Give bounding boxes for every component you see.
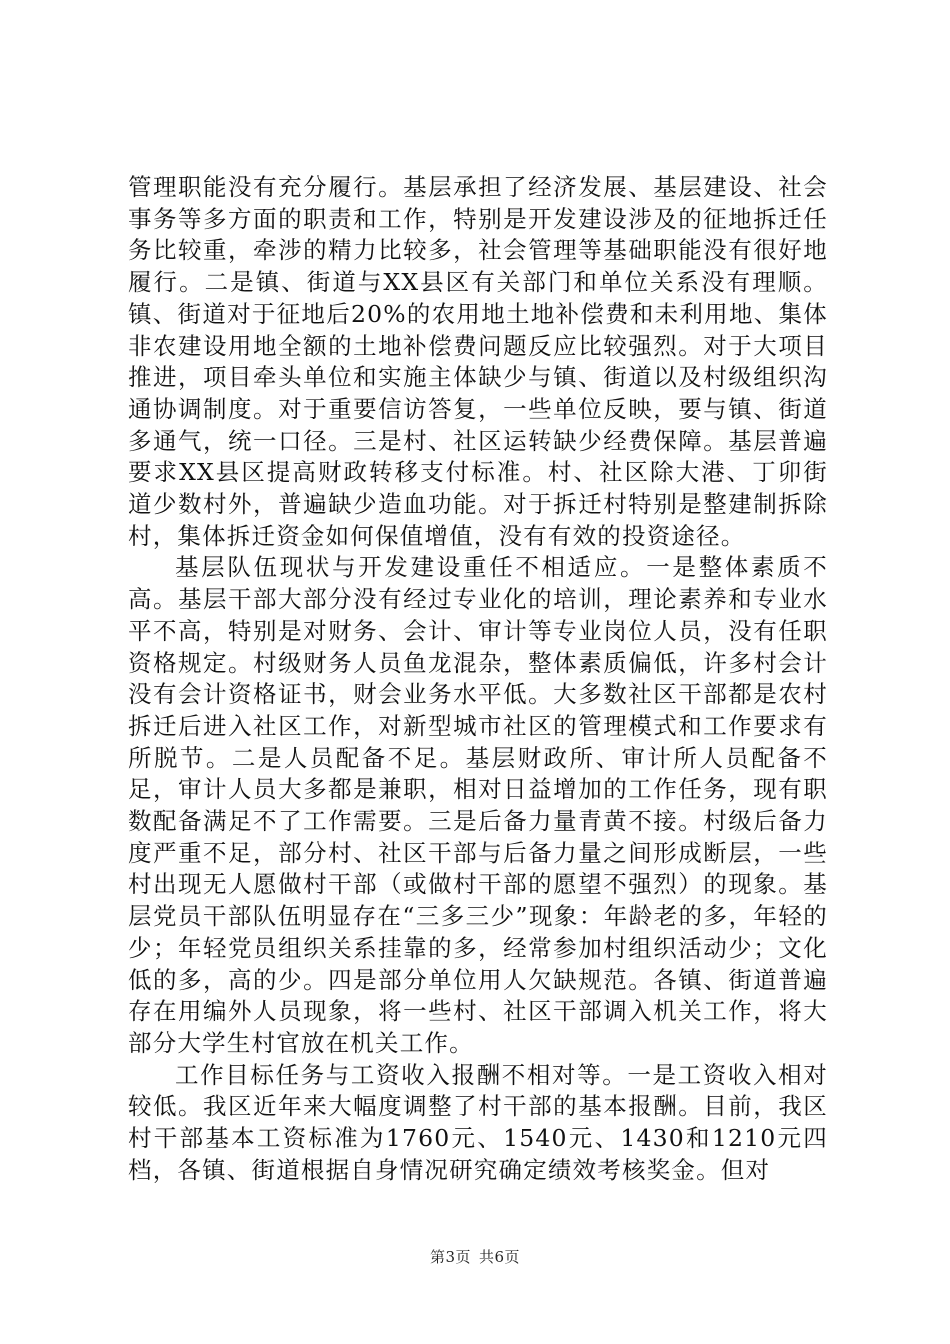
paragraph-3: 工作目标任务与工资收入报酬不相对等。一是工资收入相对较低。我区近年来大幅度调整了村干部的基本报酬。目前，我区村干部基本工资标准为1760元、1540元、1430和1210元四档，各镇、街道根据自身情况研究确定绩效考核奖金。但对 [128, 1060, 828, 1184]
document-body [128, 172, 828, 1187]
page-total: 共6页 [479, 1248, 521, 1266]
page-footer [0, 1248, 950, 1266]
page-number: 第3页 [429, 1248, 471, 1266]
paragraph-2: 基层队伍现状与开发建设重任不相适应。一是整体素质不高。基层干部大部分没有经过专业化的培训，理论素养和专业水平不高，特别是对财务、会计、审计等专业岗位人员，没有任职资格规定。村级财务人员鱼龙混杂，整体素质偏低，许多村会计没有会计资格证书，财会业务水平低。大多数社区干部都是农村拆迁后进入社区工作，对新型城市社区的管理模式和工作要求有所脱节。二是人员配备不足。基层财政所、审计所人员配备不足，审计人员大多都是兼职，相对日益增加的工作任务，现有职数配备满足不了工作需要。三是后备力量青黄不接。村级后备力度严重不足，部分村、社区干部与后备力量之间形成断层，一些村出现无人愿做村干部（或做村干部的愿望不强烈）的现象。基层党员干部队伍明显存在“三多三少”现象：年龄老的多，年轻的少；年轻党员组织关系挂靠的多，经常参加村组织活动少；文化低的多，高的少。四是部分单位用人欠缺规范。各镇、街道普遍存在用编外人员现象，将一些村、社区干部调入机关工作，将大部分大学生村官放在机关工作。 [128, 553, 828, 1057]
paragraph-1: 管理职能没有充分履行。基层承担了经济发展、基层建设、社会事务等多方面的职责和工作，特别是开发建设涉及的征地拆迁任务比较重，牵涉的精力比较多，社会管理等基础职能没有很好地履行。二是镇、街道与XX县区有关部门和单位关系没有理顺。镇、街道对于征地后20%的农用地土地补偿费和未利用地、集体非农建设用地全额的土地补偿费问题反应比较强烈。对于大项目推进，项目牵头单位和实施主体缺少与镇、街道以及村级组织沟通协调制度。对于重要信访答复，一些单位反映，要与镇、街道多通气，统一口径。三是村、社区运转缺少经费保障。基层普遍要求XX县区提高财政转移支付标准。村、社区除大港、丁卯街道少数村外，普遍缺少造血功能。对于拆迁村特别是整建制拆除村，集体拆迁资金如何保值增值，没有有效的投资途径。 [128, 173, 828, 550]
